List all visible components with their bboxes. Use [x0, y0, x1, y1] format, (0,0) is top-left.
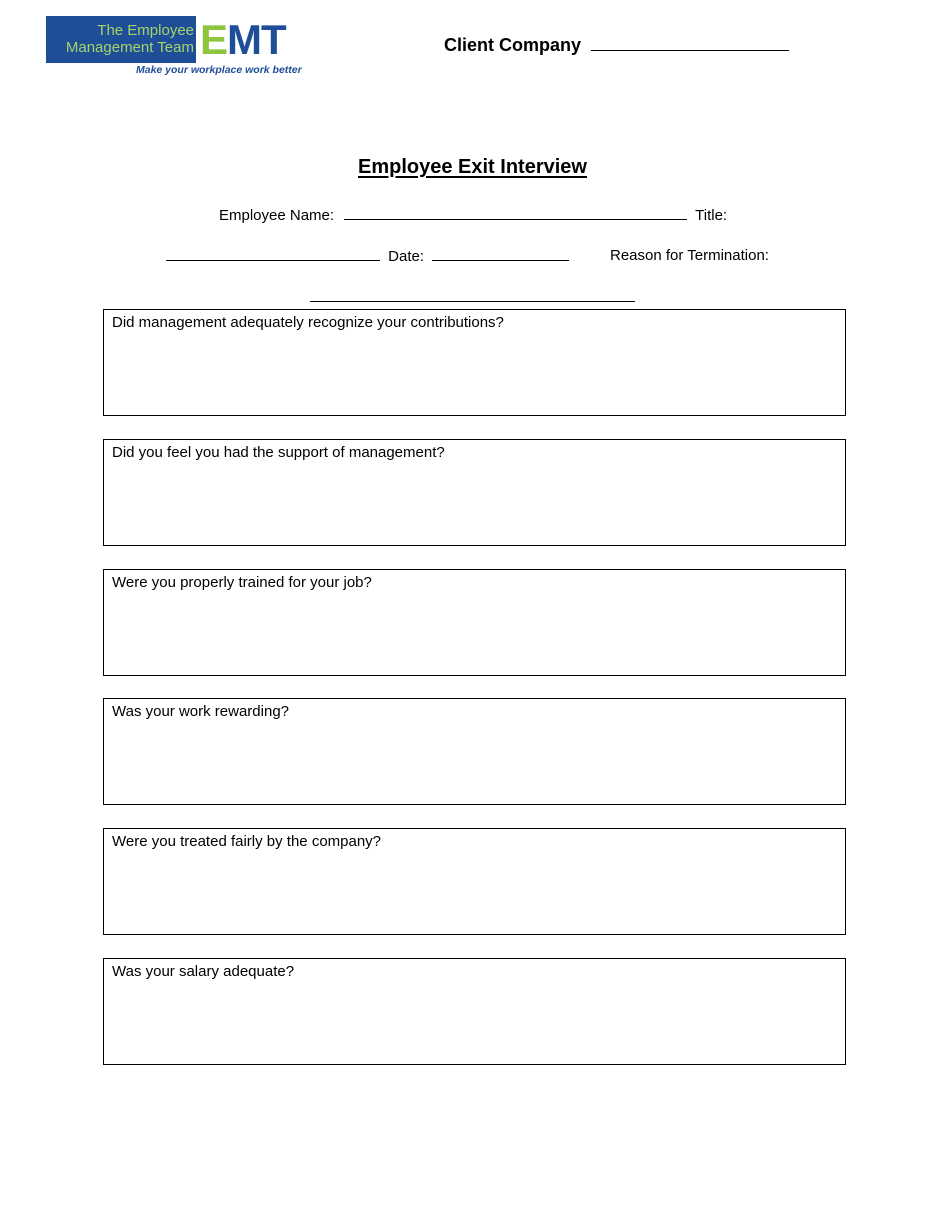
question-box[interactable] [103, 569, 846, 676]
title-blank[interactable] [166, 247, 380, 261]
client-company-field [444, 34, 789, 56]
logo-text-line2: Management Team [65, 39, 194, 56]
logo-mark-e: E [200, 16, 228, 63]
employee-name-blank[interactable] [344, 206, 687, 220]
logo-tagline: Make your workplace work better [136, 64, 302, 76]
reason-blank[interactable] [310, 288, 635, 302]
question-text: Were you treated fairly by the company? [112, 833, 382, 850]
question-text: Were you properly trained for your job? [112, 574, 372, 591]
question-text: Was your work rewarding? [112, 703, 290, 720]
form-row-name-title [219, 206, 727, 224]
title-label: Title: [695, 207, 728, 224]
company-logo [46, 16, 300, 78]
date-blank[interactable] [432, 247, 569, 261]
page-title: Employee Exit Interview [358, 156, 587, 178]
reason-label: Reason for Termination: [610, 247, 769, 264]
logo-mark [200, 18, 286, 62]
question-text: Was your salary adequate? [112, 963, 295, 980]
reason-line [310, 288, 635, 306]
question-box[interactable] [103, 698, 846, 805]
logo-text-line1: The Employee [97, 22, 194, 39]
logo-mark-m: M [227, 16, 262, 63]
question-box[interactable] [103, 828, 846, 935]
date-label: Date: [388, 248, 425, 265]
reason-field [610, 247, 769, 264]
question-text: Did you feel you had the support of management? [112, 444, 445, 461]
client-company-blank[interactable] [591, 34, 789, 51]
employee-name-label: Employee Name: [219, 207, 335, 224]
logo-mark-t: T [261, 16, 286, 63]
question-text: Did management adequately recognize your contributions? [112, 314, 504, 331]
client-company-label: Client Company [444, 35, 582, 55]
question-box[interactable] [103, 958, 846, 1065]
question-box[interactable] [103, 309, 846, 416]
question-box[interactable] [103, 439, 846, 546]
form-row-title-date [166, 247, 569, 265]
